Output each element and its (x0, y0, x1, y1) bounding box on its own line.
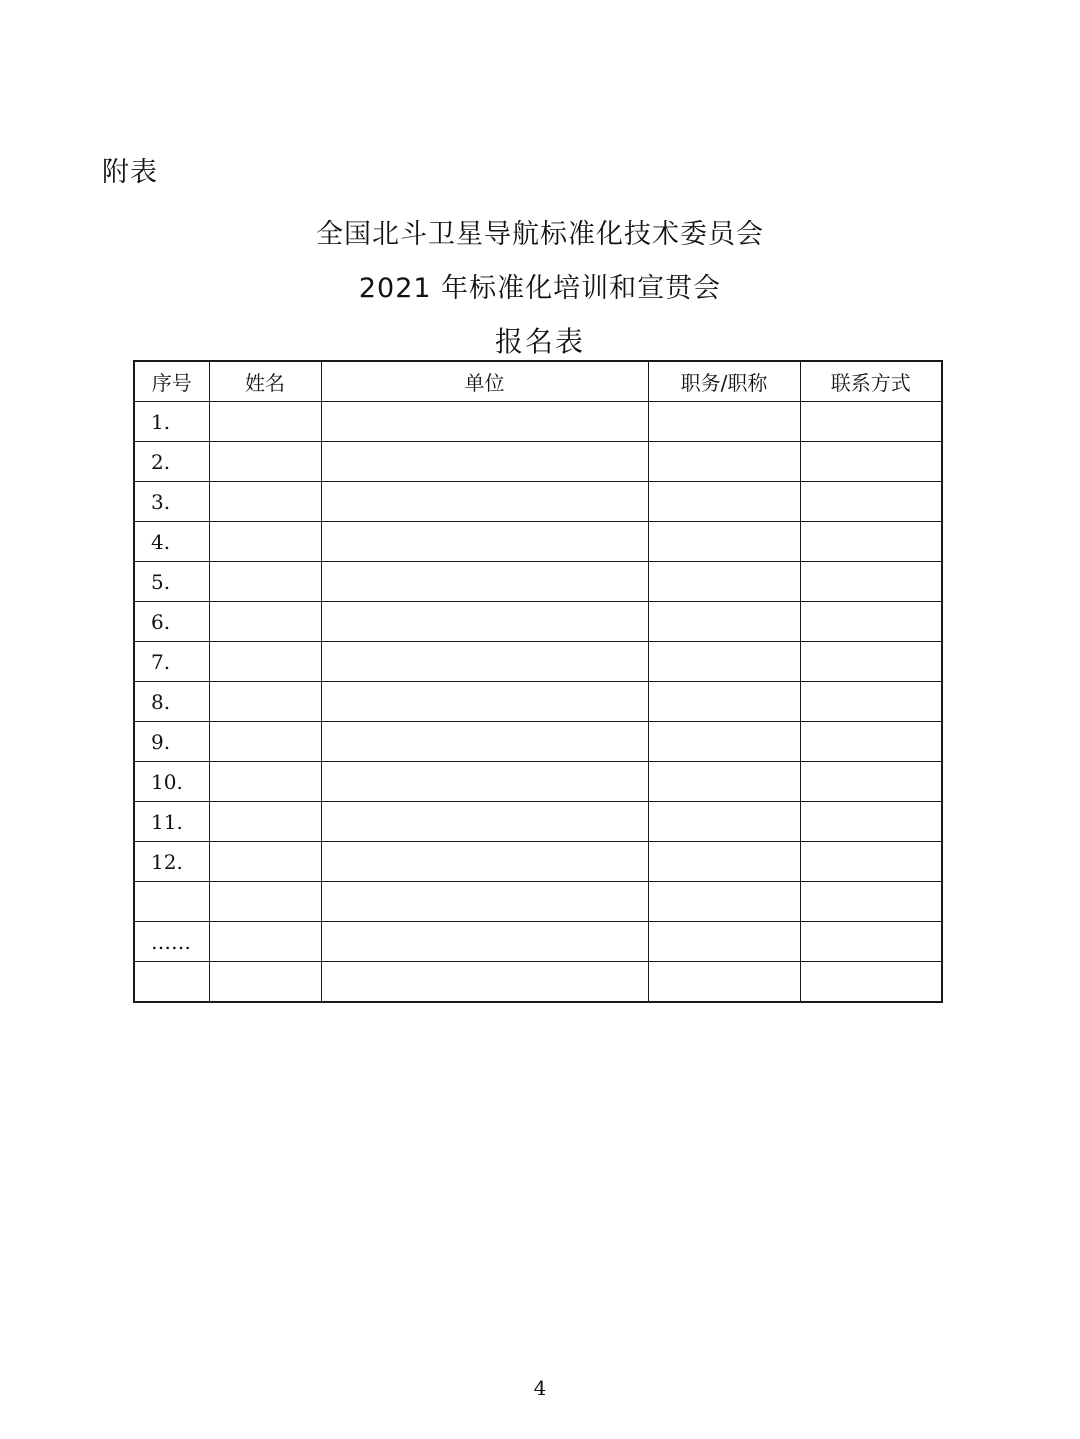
document-title-line2: 2021 年标准化培训和宣贯会 (358, 273, 722, 304)
contact-cell[interactable] (800, 562, 942, 602)
table-row (134, 802, 942, 842)
contact-cell[interactable] (800, 682, 942, 722)
organization-cell[interactable] (321, 562, 648, 602)
seq-cell: 6. (134, 602, 209, 642)
contact-cell[interactable] (800, 842, 942, 882)
table-row (134, 562, 942, 602)
seq-cell: 4. (134, 522, 209, 562)
title-cell[interactable] (648, 922, 800, 962)
seq-cell: 1. (134, 402, 209, 442)
organization-cell[interactable] (321, 402, 648, 442)
document-title-line1: 全国北斗卫星导航标准化技术委员会 (316, 219, 764, 250)
name-cell[interactable] (209, 922, 321, 962)
seq-cell: 7. (134, 642, 209, 682)
name-cell[interactable] (209, 802, 321, 842)
organization-cell[interactable] (321, 602, 648, 642)
table-row (134, 882, 942, 922)
organization-cell[interactable] (321, 762, 648, 802)
organization-cell[interactable] (321, 442, 648, 482)
seq-cell: 12. (134, 842, 209, 882)
table-row (134, 642, 942, 682)
header-title: 职务/职称 (648, 361, 800, 402)
name-cell[interactable] (209, 442, 321, 482)
contact-cell[interactable] (800, 922, 942, 962)
name-cell[interactable] (209, 842, 321, 882)
title-cell[interactable] (648, 402, 800, 442)
seq-cell: 2. (134, 442, 209, 482)
header-seq: 序号 (134, 361, 209, 402)
table-row (134, 922, 942, 962)
name-cell[interactable] (209, 642, 321, 682)
header-organization: 单位 (321, 361, 648, 402)
contact-cell[interactable] (800, 962, 942, 1003)
table-row (134, 442, 942, 482)
organization-cell[interactable] (321, 922, 648, 962)
contact-cell[interactable] (800, 482, 942, 522)
organization-cell[interactable] (321, 882, 648, 922)
table-row (134, 522, 942, 562)
organization-cell[interactable] (321, 962, 648, 1003)
contact-cell[interactable] (800, 762, 942, 802)
title-cell[interactable] (648, 762, 800, 802)
seq-cell: 8. (134, 682, 209, 722)
seq-cell: 9. (134, 722, 209, 762)
page-number: 4 (533, 1376, 547, 1400)
contact-cell[interactable] (800, 522, 942, 562)
attachment-label: 附表 (102, 157, 158, 188)
header-contact: 联系方式 (800, 361, 942, 402)
contact-cell[interactable] (800, 442, 942, 482)
organization-cell[interactable] (321, 522, 648, 562)
table-row (134, 722, 942, 762)
name-cell[interactable] (209, 602, 321, 642)
title-cell[interactable] (648, 842, 800, 882)
name-cell[interactable] (209, 882, 321, 922)
contact-cell[interactable] (800, 882, 942, 922)
registration-table (133, 360, 943, 1003)
contact-cell[interactable] (800, 602, 942, 642)
name-cell[interactable] (209, 722, 321, 762)
seq-cell: 3. (134, 482, 209, 522)
name-cell[interactable] (209, 522, 321, 562)
table-header-row (134, 361, 942, 402)
title-cell[interactable] (648, 602, 800, 642)
name-cell[interactable] (209, 482, 321, 522)
seq-cell: 10. (134, 762, 209, 802)
table-row (134, 682, 942, 722)
name-cell[interactable] (209, 762, 321, 802)
title-cell[interactable] (648, 522, 800, 562)
seq-cell: 11. (134, 802, 209, 842)
organization-cell[interactable] (321, 642, 648, 682)
organization-cell[interactable] (321, 802, 648, 842)
title-cell[interactable] (648, 482, 800, 522)
name-cell[interactable] (209, 682, 321, 722)
contact-cell[interactable] (800, 722, 942, 762)
table-row (134, 962, 942, 1003)
title-cell[interactable] (648, 682, 800, 722)
title-cell[interactable] (648, 962, 800, 1003)
seq-cell (134, 882, 209, 922)
title-cell[interactable] (648, 722, 800, 762)
seq-cell: 5. (134, 562, 209, 602)
title-cell[interactable] (648, 562, 800, 602)
contact-cell[interactable] (800, 802, 942, 842)
seq-cell: …… (134, 922, 209, 962)
document-title-line3: 报名表 (494, 325, 585, 358)
name-cell[interactable] (209, 962, 321, 1003)
table-row (134, 762, 942, 802)
title-cell[interactable] (648, 882, 800, 922)
organization-cell[interactable] (321, 682, 648, 722)
table-row (134, 602, 942, 642)
header-name: 姓名 (209, 361, 321, 402)
table-row (134, 842, 942, 882)
table-row (134, 482, 942, 522)
contact-cell[interactable] (800, 642, 942, 682)
organization-cell[interactable] (321, 482, 648, 522)
table-row (134, 402, 942, 442)
contact-cell[interactable] (800, 402, 942, 442)
name-cell[interactable] (209, 402, 321, 442)
organization-cell[interactable] (321, 722, 648, 762)
organization-cell[interactable] (321, 842, 648, 882)
title-cell[interactable] (648, 642, 800, 682)
name-cell[interactable] (209, 562, 321, 602)
title-cell[interactable] (648, 442, 800, 482)
seq-cell (134, 962, 209, 1003)
title-cell[interactable] (648, 802, 800, 842)
